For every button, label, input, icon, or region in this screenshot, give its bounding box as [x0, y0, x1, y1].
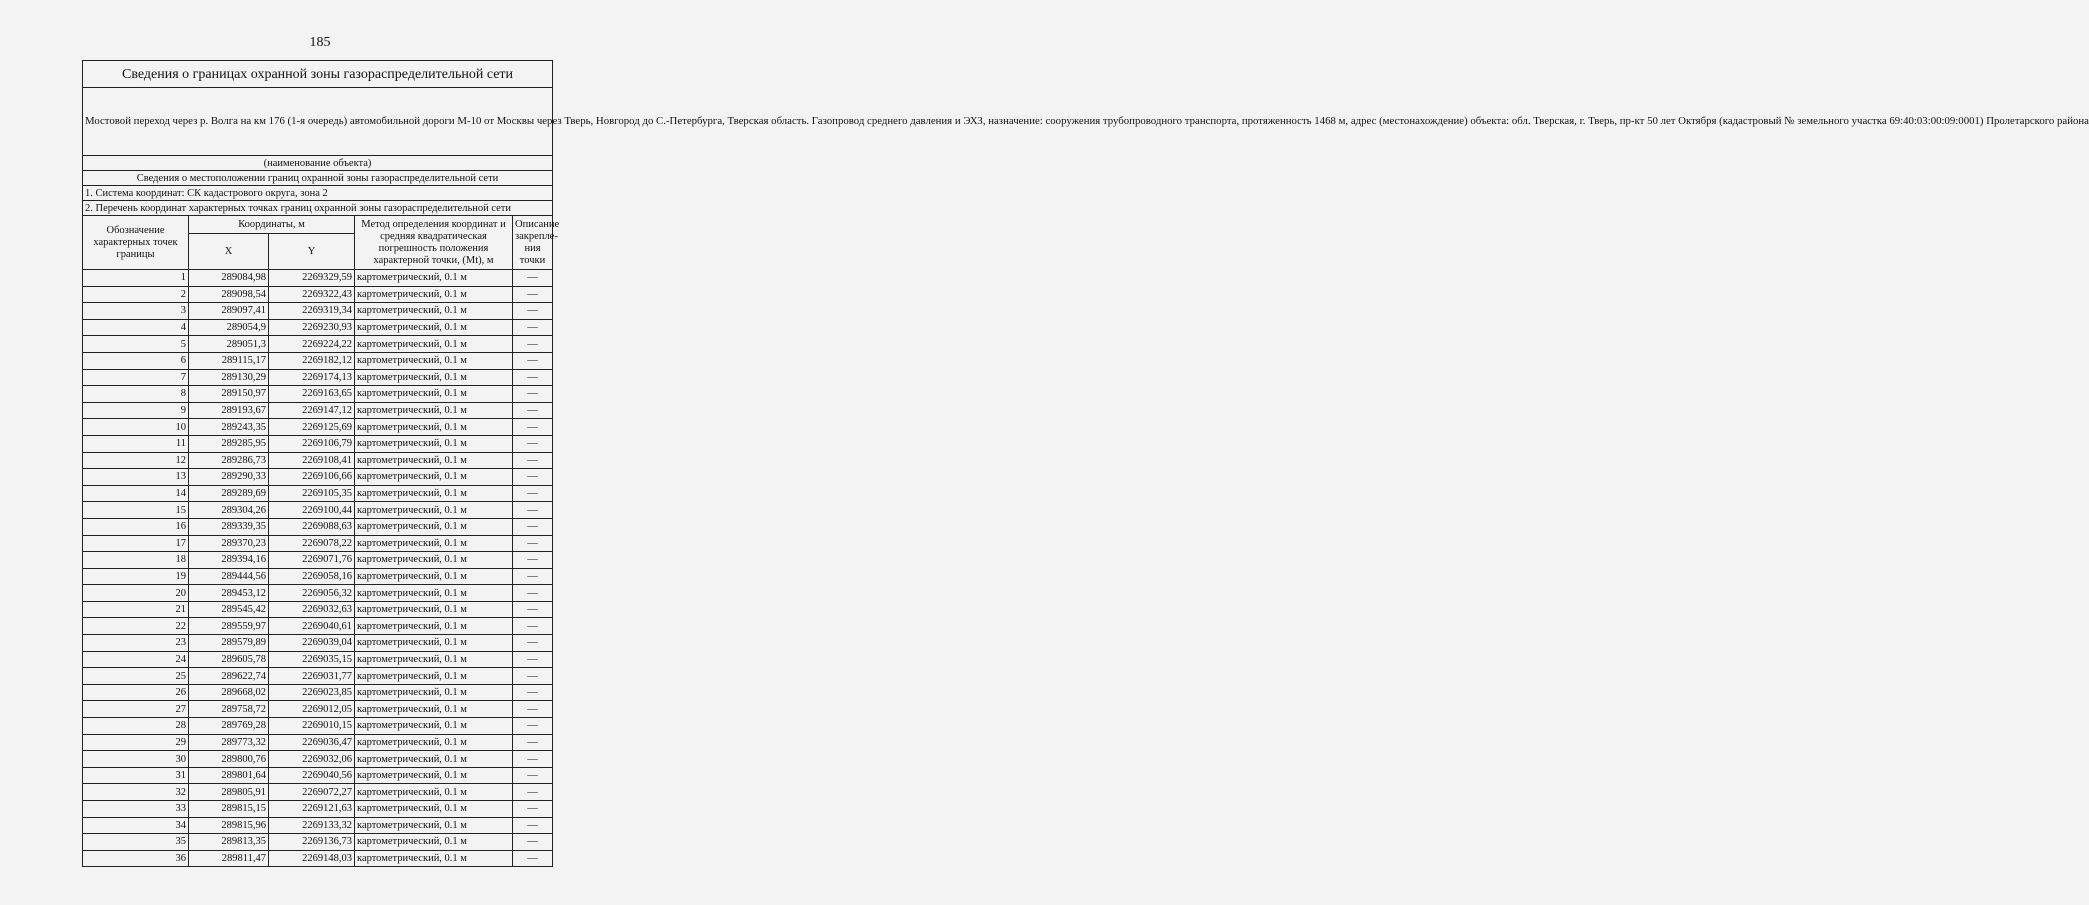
point-number-cell: 2 [83, 286, 189, 303]
header-point-designation: Обозначение характерных точек границы [83, 216, 189, 270]
description-cell: — [513, 469, 553, 486]
object-caption: (наименование объекта) [83, 156, 553, 171]
method-cell: картометрический, 0.1 м [355, 767, 513, 784]
y-coordinate-cell: 2269031,77 [269, 668, 355, 685]
y-coordinate-cell: 2269078,22 [269, 535, 355, 552]
x-coordinate-cell: 289286,73 [189, 452, 269, 469]
point-number-cell: 11 [83, 435, 189, 452]
description-cell: — [513, 734, 553, 751]
point-number-cell: 13 [83, 469, 189, 486]
y-coordinate-cell: 2269071,76 [269, 552, 355, 569]
table-row [83, 784, 553, 801]
y-coordinate-cell: 2269108,41 [269, 452, 355, 469]
x-coordinate-cell: 289758,72 [189, 701, 269, 718]
point-number-cell: 32 [83, 784, 189, 801]
y-coordinate-cell: 2269056,32 [269, 585, 355, 602]
table-row [83, 336, 553, 353]
x-coordinate-cell: 289150,97 [189, 386, 269, 403]
table-row [83, 834, 553, 851]
x-coordinate-cell: 289815,96 [189, 817, 269, 834]
point-number-cell: 36 [83, 850, 189, 867]
point-number-cell: 25 [83, 668, 189, 685]
description-cell: — [513, 601, 553, 618]
description-cell: — [513, 352, 553, 369]
method-cell: картометрический, 0.1 м [355, 336, 513, 353]
table-row [83, 568, 553, 585]
point-number-cell: 3 [83, 303, 189, 320]
description-cell: — [513, 618, 553, 635]
point-number-cell: 12 [83, 452, 189, 469]
x-coordinate-cell: 289801,64 [189, 767, 269, 784]
description-cell: — [513, 552, 553, 569]
point-number-cell: 31 [83, 767, 189, 784]
point-number-cell: 4 [83, 319, 189, 336]
point-number-cell: 34 [83, 817, 189, 834]
y-coordinate-cell: 2269032,63 [269, 601, 355, 618]
x-coordinate-cell: 289285,95 [189, 435, 269, 452]
x-coordinate-cell: 289805,91 [189, 784, 269, 801]
table-row [83, 502, 553, 519]
x-coordinate-cell: 289130,29 [189, 369, 269, 386]
y-coordinate-cell: 2269039,04 [269, 635, 355, 652]
method-cell: картометрический, 0.1 м [355, 435, 513, 452]
method-cell: картометрический, 0.1 м [355, 801, 513, 818]
method-cell: картометрический, 0.1 м [355, 734, 513, 751]
point-number-cell: 29 [83, 734, 189, 751]
method-cell: картометрический, 0.1 м [355, 469, 513, 486]
method-cell: картометрический, 0.1 м [355, 502, 513, 519]
x-coordinate-cell: 289304,26 [189, 502, 269, 519]
point-number-cell: 14 [83, 485, 189, 502]
point-number-cell: 15 [83, 502, 189, 519]
method-cell: картометрический, 0.1 м [355, 518, 513, 535]
y-coordinate-cell: 2269174,13 [269, 369, 355, 386]
y-coordinate-cell: 2269106,79 [269, 435, 355, 452]
method-cell: картометрический, 0.1 м [355, 817, 513, 834]
method-cell: картометрический, 0.1 м [355, 419, 513, 436]
point-number-cell: 1 [83, 270, 189, 287]
table-row [83, 386, 553, 403]
description-cell: — [513, 502, 553, 519]
x-coordinate-cell: 289098,54 [189, 286, 269, 303]
y-coordinate-cell: 2269036,47 [269, 734, 355, 751]
x-coordinate-cell: 289773,32 [189, 734, 269, 751]
method-cell: картометрический, 0.1 м [355, 635, 513, 652]
x-coordinate-cell: 289084,98 [189, 270, 269, 287]
method-cell: картометрический, 0.1 м [355, 535, 513, 552]
points-list-title: 2. Перечень координат характерных точках границ охранной зоны газораспределительной сети [83, 201, 553, 216]
y-coordinate-cell: 2269182,12 [269, 352, 355, 369]
description-cell: — [513, 568, 553, 585]
x-coordinate-cell: 289579,89 [189, 635, 269, 652]
table-row [83, 751, 553, 768]
table-row [83, 452, 553, 469]
x-coordinate-cell: 289811,47 [189, 850, 269, 867]
description-cell: — [513, 751, 553, 768]
y-coordinate-cell: 2269148,03 [269, 850, 355, 867]
y-coordinate-cell: 2269040,56 [269, 767, 355, 784]
point-number-cell: 16 [83, 518, 189, 535]
method-cell: картометрический, 0.1 м [355, 568, 513, 585]
table-row [83, 668, 553, 685]
point-number-cell: 24 [83, 651, 189, 668]
method-cell: картометрический, 0.1 м [355, 452, 513, 469]
description-cell: — [513, 369, 553, 386]
point-number-cell: 17 [83, 535, 189, 552]
x-coordinate-cell: 289605,78 [189, 651, 269, 668]
x-coordinate-cell: 289394,16 [189, 552, 269, 569]
y-coordinate-cell: 2269121,63 [269, 801, 355, 818]
x-coordinate-cell: 289545,42 [189, 601, 269, 618]
description-cell: — [513, 651, 553, 668]
table-row [83, 651, 553, 668]
point-number-cell: 22 [83, 618, 189, 635]
table-row [83, 734, 553, 751]
method-cell: картометрический, 0.1 м [355, 485, 513, 502]
y-coordinate-cell: 2269058,16 [269, 568, 355, 585]
x-coordinate-cell: 289453,12 [189, 585, 269, 602]
x-coordinate-cell: 289800,76 [189, 751, 269, 768]
table-row [83, 303, 553, 320]
y-coordinate-cell: 2269088,63 [269, 518, 355, 535]
description-cell: — [513, 485, 553, 502]
table-row [83, 701, 553, 718]
table-row [83, 767, 553, 784]
description-cell: — [513, 585, 553, 602]
y-coordinate-cell: 2269010,15 [269, 718, 355, 735]
table-row [83, 684, 553, 701]
description-cell: — [513, 784, 553, 801]
y-coordinate-cell: 2269319,34 [269, 303, 355, 320]
method-cell: картометрический, 0.1 м [355, 618, 513, 635]
description-cell: — [513, 834, 553, 851]
table-row [83, 402, 553, 419]
y-coordinate-cell: 2269133,32 [269, 817, 355, 834]
description-cell: — [513, 535, 553, 552]
point-number-cell: 6 [83, 352, 189, 369]
method-cell: картометрический, 0.1 м [355, 701, 513, 718]
description-cell: — [513, 518, 553, 535]
y-coordinate-cell: 2269147,12 [269, 402, 355, 419]
method-cell: картометрический, 0.1 м [355, 270, 513, 287]
point-number-cell: 21 [83, 601, 189, 618]
y-coordinate-cell: 2269072,27 [269, 784, 355, 801]
point-number-cell: 5 [83, 336, 189, 353]
description-cell: — [513, 303, 553, 320]
description-cell: — [513, 635, 553, 652]
y-coordinate-cell: 2269040,61 [269, 618, 355, 635]
table-row [83, 635, 553, 652]
description-cell: — [513, 718, 553, 735]
point-number-cell: 35 [83, 834, 189, 851]
x-coordinate-cell: 289054,9 [189, 319, 269, 336]
table-row [83, 369, 553, 386]
point-number-cell: 8 [83, 386, 189, 403]
table-row [83, 352, 553, 369]
method-cell: картометрический, 0.1 м [355, 585, 513, 602]
x-coordinate-cell: 289559,97 [189, 618, 269, 635]
y-coordinate-cell: 2269105,35 [269, 485, 355, 502]
method-cell: картометрический, 0.1 м [355, 552, 513, 569]
table-row [83, 469, 553, 486]
y-coordinate-cell: 2269012,05 [269, 701, 355, 718]
description-cell: — [513, 402, 553, 419]
y-coordinate-cell: 2269322,43 [269, 286, 355, 303]
method-cell: картометрический, 0.1 м [355, 386, 513, 403]
table-row [83, 286, 553, 303]
description-cell: — [513, 684, 553, 701]
y-coordinate-cell: 2269125,69 [269, 419, 355, 436]
x-coordinate-cell: 289622,74 [189, 668, 269, 685]
table-row [83, 817, 553, 834]
method-cell: картометрический, 0.1 м [355, 319, 513, 336]
header-y: Y [269, 234, 355, 270]
method-cell: картометрический, 0.1 м [355, 601, 513, 618]
method-cell: картометрический, 0.1 м [355, 303, 513, 320]
y-coordinate-cell: 2269329,59 [269, 270, 355, 287]
method-cell: картометрический, 0.1 м [355, 850, 513, 867]
x-coordinate-cell: 289370,23 [189, 535, 269, 552]
document-title: Сведения о границах охранной зоны газораспределительной сети [83, 61, 553, 88]
description-cell: — [513, 435, 553, 452]
coordinate-system: 1. Система координат: СК кадастрового округа, зона 2 [83, 186, 553, 201]
table-row [83, 601, 553, 618]
y-coordinate-cell: 2269100,44 [269, 502, 355, 519]
header-method: Метод определения координат и средняя квадратическая погрешность положения характерной точки, (Mt), м [355, 216, 513, 270]
table-row [83, 718, 553, 735]
point-number-cell: 20 [83, 585, 189, 602]
description-cell: — [513, 668, 553, 685]
method-cell: картометрический, 0.1 м [355, 402, 513, 419]
table-row [83, 535, 553, 552]
y-coordinate-cell: 2269136,73 [269, 834, 355, 851]
method-cell: картометрический, 0.1 м [355, 369, 513, 386]
point-number-cell: 30 [83, 751, 189, 768]
description-cell: — [513, 386, 553, 403]
method-cell: картометрический, 0.1 м [355, 684, 513, 701]
x-coordinate-cell: 289051,3 [189, 336, 269, 353]
description-cell: — [513, 817, 553, 834]
table-row [83, 518, 553, 535]
x-coordinate-cell: 289193,67 [189, 402, 269, 419]
table-row [83, 850, 553, 867]
table-row [83, 618, 553, 635]
y-coordinate-cell: 2269023,85 [269, 684, 355, 701]
table-row [83, 319, 553, 336]
x-coordinate-cell: 289290,33 [189, 469, 269, 486]
y-coordinate-cell: 2269032,06 [269, 751, 355, 768]
description-cell: — [513, 336, 553, 353]
point-number-cell: 27 [83, 701, 189, 718]
header-coordinates: Координаты, м [189, 216, 355, 234]
x-coordinate-cell: 289444,56 [189, 568, 269, 585]
description-cell: — [513, 452, 553, 469]
description-cell: — [513, 767, 553, 784]
y-coordinate-cell: 2269163,65 [269, 386, 355, 403]
description-cell: — [513, 319, 553, 336]
section-location-title: Сведения о местоположении границ охранной зоны газораспределительной сети [83, 171, 553, 186]
point-number-cell: 10 [83, 419, 189, 436]
description-cell: — [513, 850, 553, 867]
page-number: 185 [309, 35, 331, 50]
point-number-cell: 26 [83, 684, 189, 701]
x-coordinate-cell: 289097,41 [189, 303, 269, 320]
table-row [83, 585, 553, 602]
x-coordinate-cell: 289243,35 [189, 419, 269, 436]
y-coordinate-cell: 2269035,15 [269, 651, 355, 668]
method-cell: картометрический, 0.1 м [355, 668, 513, 685]
object-description: Мостовой переход через р. Волга на км 176 (1-я очередь) автомобильной дороги М-10 от Москвы через Тверь, Новгород до С.-Петербурга, Тверская область. Газопровод среднего давления и ЭХЗ, назначение: сооружения трубопроводного транспорта, протяженность 1468 м, адрес (местонахождение) объекта: обл. Тверская, г. Тверь, пр-кт 50 лет Октября (кадастровый № земельного участка 69:40:03:00:09:0001) Пролетарского района [83, 88, 553, 156]
table-row [83, 435, 553, 452]
x-coordinate-cell: 289813,35 [189, 834, 269, 851]
point-number-cell: 23 [83, 635, 189, 652]
description-cell: — [513, 419, 553, 436]
x-coordinate-cell: 289339,35 [189, 518, 269, 535]
description-cell: — [513, 286, 553, 303]
x-coordinate-cell: 289815,15 [189, 801, 269, 818]
method-cell: картометрический, 0.1 м [355, 784, 513, 801]
boundary-table [82, 60, 2089, 867]
method-cell: картометрический, 0.1 м [355, 651, 513, 668]
table-row [83, 801, 553, 818]
header-x: X [189, 234, 269, 270]
point-number-cell: 28 [83, 718, 189, 735]
x-coordinate-cell: 289115,17 [189, 352, 269, 369]
table-row [83, 485, 553, 502]
point-number-cell: 18 [83, 552, 189, 569]
description-cell: — [513, 801, 553, 818]
x-coordinate-cell: 289769,28 [189, 718, 269, 735]
method-cell: картометрический, 0.1 м [355, 352, 513, 369]
point-number-cell: 7 [83, 369, 189, 386]
method-cell: картометрический, 0.1 м [355, 286, 513, 303]
x-coordinate-cell: 289668,02 [189, 684, 269, 701]
method-cell: картометрический, 0.1 м [355, 718, 513, 735]
y-coordinate-cell: 2269106,66 [269, 469, 355, 486]
table-row [83, 552, 553, 569]
table-row [83, 419, 553, 436]
header-description: Описание закрепле-ния точки [513, 216, 553, 270]
table-row [83, 270, 553, 287]
point-number-cell: 19 [83, 568, 189, 585]
point-number-cell: 33 [83, 801, 189, 818]
y-coordinate-cell: 2269224,22 [269, 336, 355, 353]
point-number-cell: 9 [83, 402, 189, 419]
y-coordinate-cell: 2269230,93 [269, 319, 355, 336]
x-coordinate-cell: 289289,69 [189, 485, 269, 502]
description-cell: — [513, 270, 553, 287]
method-cell: картометрический, 0.1 м [355, 834, 513, 851]
method-cell: картометрический, 0.1 м [355, 751, 513, 768]
description-cell: — [513, 701, 553, 718]
